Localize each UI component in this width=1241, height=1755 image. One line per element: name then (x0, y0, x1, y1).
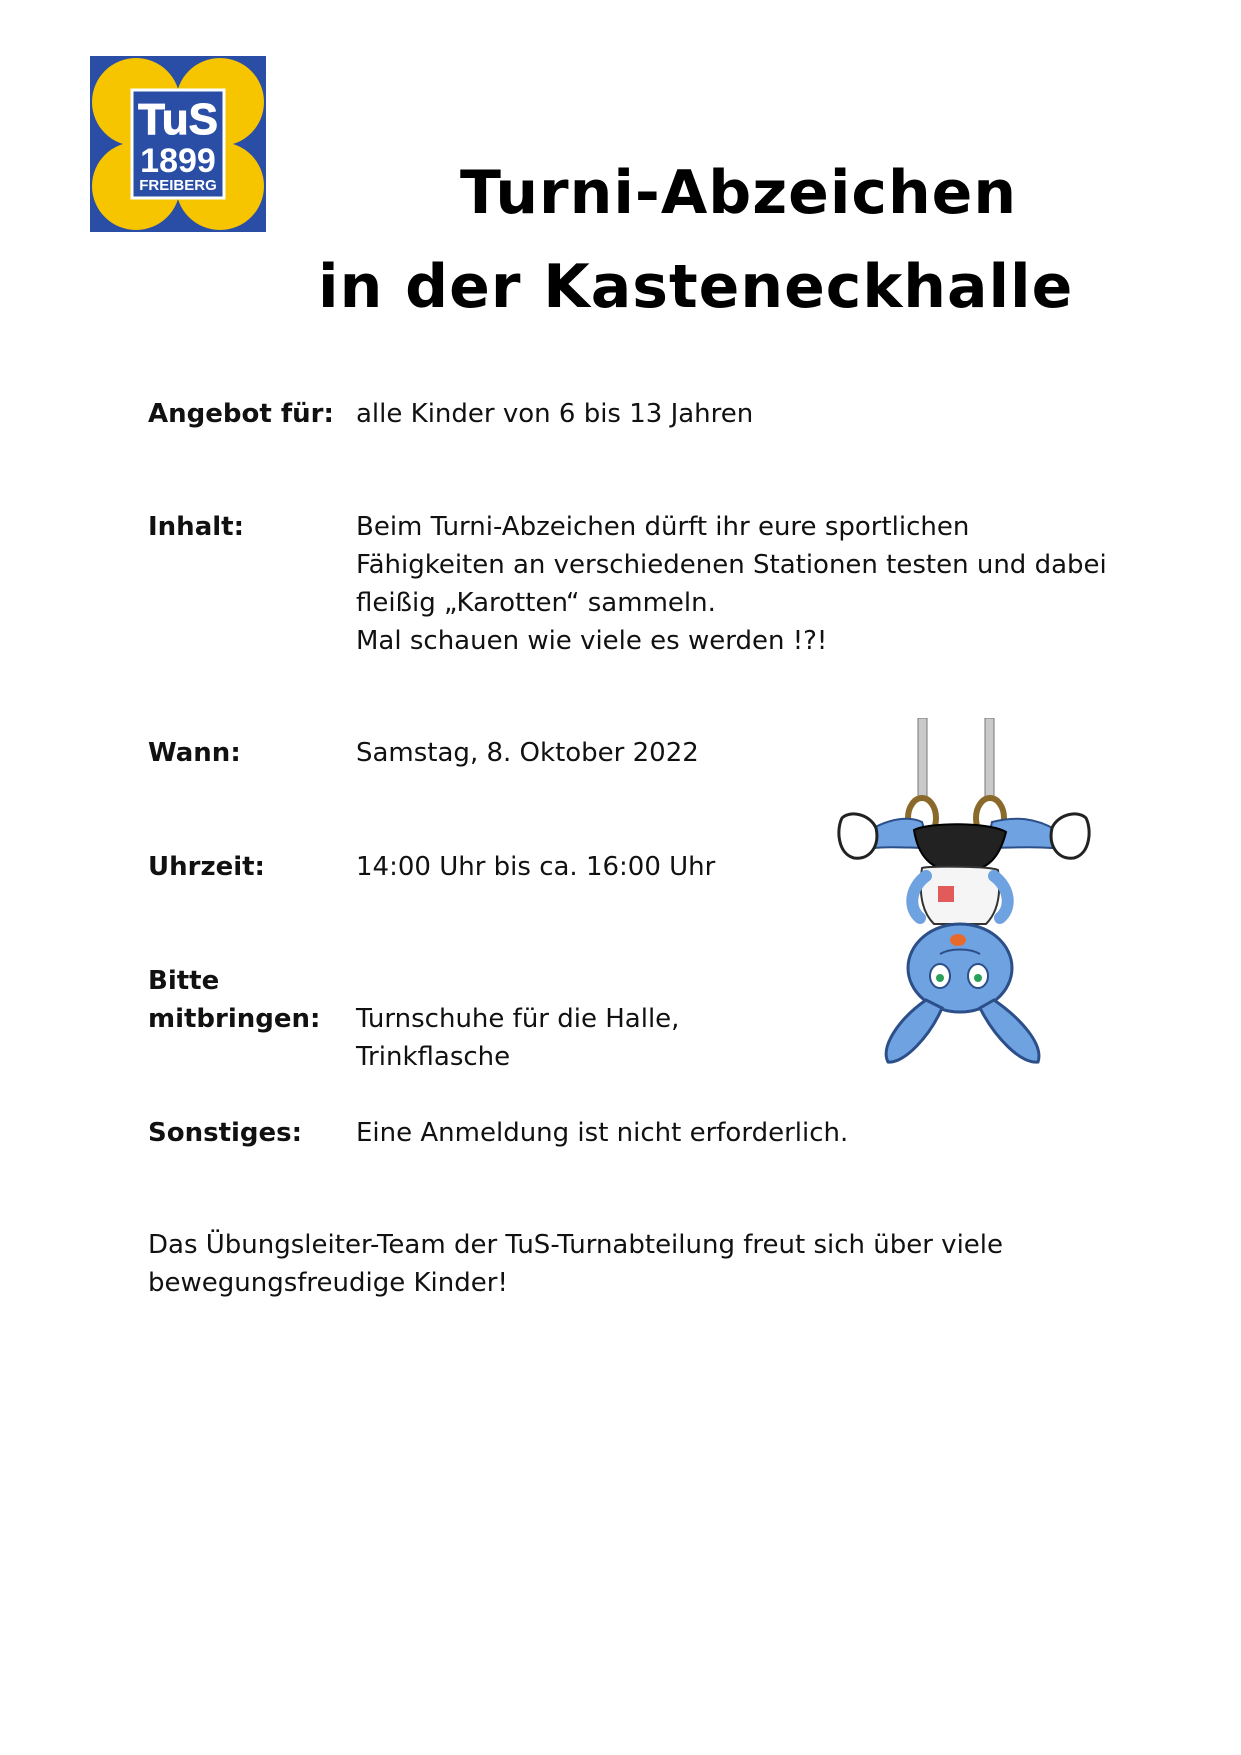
detail-line: fleißig „Karotten“ sammeln. (356, 588, 716, 618)
detail-line: Mal schauen wie viele es werden !?! (356, 626, 828, 656)
closing-line: bewegungsfreudige Kinder! (148, 1268, 508, 1298)
detail-value (356, 1000, 679, 1076)
page-title: Turni-Abzeichen (460, 158, 1018, 228)
closing-line: Das Übungsleiter-Team der TuS-Turnabteilung freut sich über viele (148, 1230, 1004, 1260)
detail-label: Uhrzeit: (148, 852, 265, 882)
detail-label (148, 962, 348, 1038)
logo-text-year: 1899 (140, 142, 216, 180)
detail-value: 14:00 Uhr bis ca. 16:00 Uhr (356, 852, 716, 882)
detail-value: Samstag, 8. Oktober 2022 (356, 738, 699, 768)
detail-label: Angebot für: (148, 399, 334, 429)
page-subtitle: in der Kasteneckhalle (318, 252, 1074, 322)
closing-text (148, 1226, 1003, 1302)
detail-label: Sonstiges: (148, 1118, 303, 1148)
detail-label: Wann: (148, 738, 241, 768)
logo-text-tus: TuS (138, 95, 218, 144)
detail-line: Turnschuhe für die Halle, (356, 1004, 680, 1034)
logo-text-town: FREIBERG (139, 177, 217, 194)
club-logo (90, 56, 266, 232)
detail-line: Fähigkeiten an verschiedenen Stationen testen und dabei (356, 550, 1107, 580)
detail-label-line: mitbringen: (148, 1004, 321, 1034)
detail-label-line: Bitte (148, 966, 220, 996)
detail-value: alle Kinder von 6 bis 13 Jahren (356, 399, 754, 429)
detail-label: Inhalt: (148, 512, 244, 542)
detail-value (356, 508, 1107, 660)
detail-value: Eine Anmeldung ist nicht erforderlich. (356, 1118, 849, 1148)
bunny-on-rings-icon (830, 718, 1100, 1070)
detail-line: Trinkflasche (356, 1042, 511, 1072)
detail-line: Beim Turni-Abzeichen dürft ihr eure sportlichen (356, 512, 970, 542)
